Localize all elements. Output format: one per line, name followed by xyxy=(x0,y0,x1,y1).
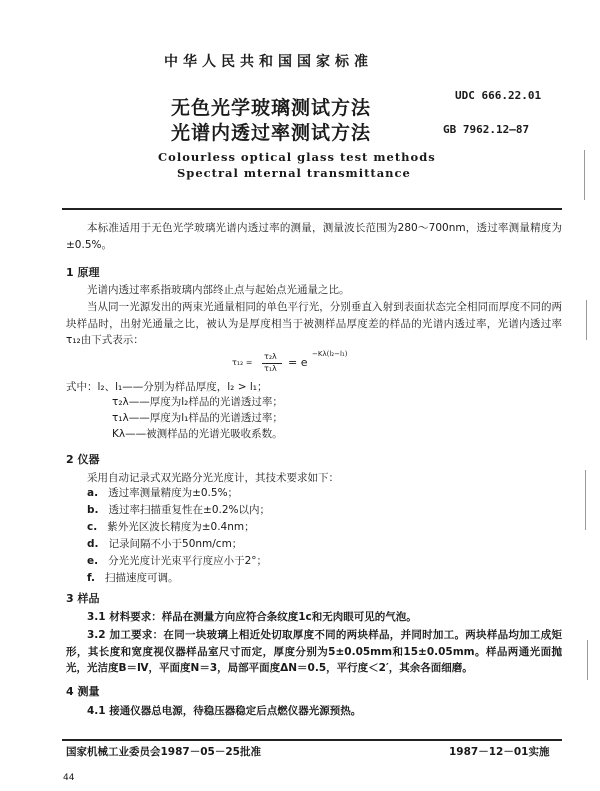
section3-clause1: 3.1 材料要求：样品在测量方向应符合条纹度1c和无肉眼可见的气泡。 xyxy=(87,611,417,623)
formula-denominator: τ₁λ xyxy=(264,364,277,373)
section1-heading: 1 原理 xyxy=(66,266,100,279)
footer-rule xyxy=(62,739,562,741)
section1-paragraph2: 当从同一光源发出的两束光通量相同的单色平行光，分别垂直入射到表面状态完全相同而厚度不同的两块样品时，出射光通量之比，被认为是厚度相当于被测样品厚度差的样品的光谱内透过率，光谱内透过率τ₁₂由下式表示： xyxy=(66,301,562,346)
gb-code: GB 7962.12—87 xyxy=(443,123,530,136)
definition-thickness: 式中：l₂、l₁——分别为样品厚度，l₂ > l₁； xyxy=(66,381,268,393)
list-item: d. 记录间隔不小于50nm/cm； xyxy=(87,538,243,550)
udc-code: UDC 666.22.01 xyxy=(455,89,542,102)
list-item: f. 扫描速度可调。 xyxy=(87,572,179,584)
formula-left: τ₁₂ = xyxy=(232,358,253,367)
formula-exponent: −Kλ(l₂−l₁) xyxy=(312,350,348,358)
section4-clause1: 4.1 接通仪器总电源，待稳压器稳定后点燃仪器光源预热。 xyxy=(87,705,362,717)
scan-mark xyxy=(587,640,588,680)
list-item: a. 透过率测量精度为±0.5%； xyxy=(87,487,239,499)
document-title-line1: 无色光学玻璃测试方法 xyxy=(171,97,372,119)
formula-right: = e xyxy=(288,356,308,369)
english-title-line1: Colourless optical glass test methods xyxy=(158,150,436,164)
intro-paragraph: 本标准适用于无色光学玻璃光谱内透过率的测量，测量波长范围为280～700nm，透过率测量精度为±0.5%。 xyxy=(66,222,562,251)
list-item: e. 分光光度计光束平行度应小于2°； xyxy=(87,555,268,567)
section3-clause2: 3.2 加工要求：在同一块玻璃上相近处切取厚度不同的两块样品，并同时加工。两块样品均加工成矩形，其长度和宽度视仪器样品室尺寸而定，厚度分别为5±0.05mm和15±0.05mm。样品两通光面抛光，光洁度B＝Ⅳ，平面度N＝3，局部平面度ΔN＝0.5，平行度＜2′，其余各面细磨。 xyxy=(66,629,562,674)
header-rule xyxy=(62,208,562,210)
section2-heading: 2 仪器 xyxy=(66,453,100,466)
scan-mark xyxy=(584,150,585,200)
list-item: c. 紫外光区波长精度为±0.4nm； xyxy=(87,521,255,533)
section1-paragraph1: 光谱内透过率系指玻璃内部终止点与起始点光通量之比。 xyxy=(87,284,350,296)
formula-numerator: τ₂λ xyxy=(264,352,277,361)
scan-mark xyxy=(586,300,587,340)
definition-tau2: τ₂λ——厚度为l₂样品的光谱透过率； xyxy=(112,396,283,408)
scan-mark xyxy=(585,470,586,530)
english-title-line2: Spectral mternal transmittance xyxy=(177,166,411,180)
page-number: 44 xyxy=(63,773,75,783)
approval-date: 国家机械工业委员会1987－05－25批准 xyxy=(66,746,261,758)
section4-heading: 4 测量 xyxy=(66,685,100,698)
definition-tau1: τ₁λ——厚度为l₁样品的光谱透过率； xyxy=(112,412,283,424)
list-item: b. 透过率扫描重复性在±0.2%以内； xyxy=(87,504,270,516)
section3-heading: 3 样品 xyxy=(66,592,100,605)
section2-intro: 采用自动记录式双光路分光光度计，其技术要求如下： xyxy=(87,472,339,484)
country-standard-header: 中华人民共和国国家标准 xyxy=(164,54,373,70)
effective-date: 1987－12－01实施 xyxy=(449,746,550,758)
definition-k: Kλ——被测样品的光谱光吸收系数。 xyxy=(112,428,283,440)
transmittance-formula xyxy=(232,352,402,376)
document-title-line2: 光谱内透过率测试方法 xyxy=(171,122,372,144)
